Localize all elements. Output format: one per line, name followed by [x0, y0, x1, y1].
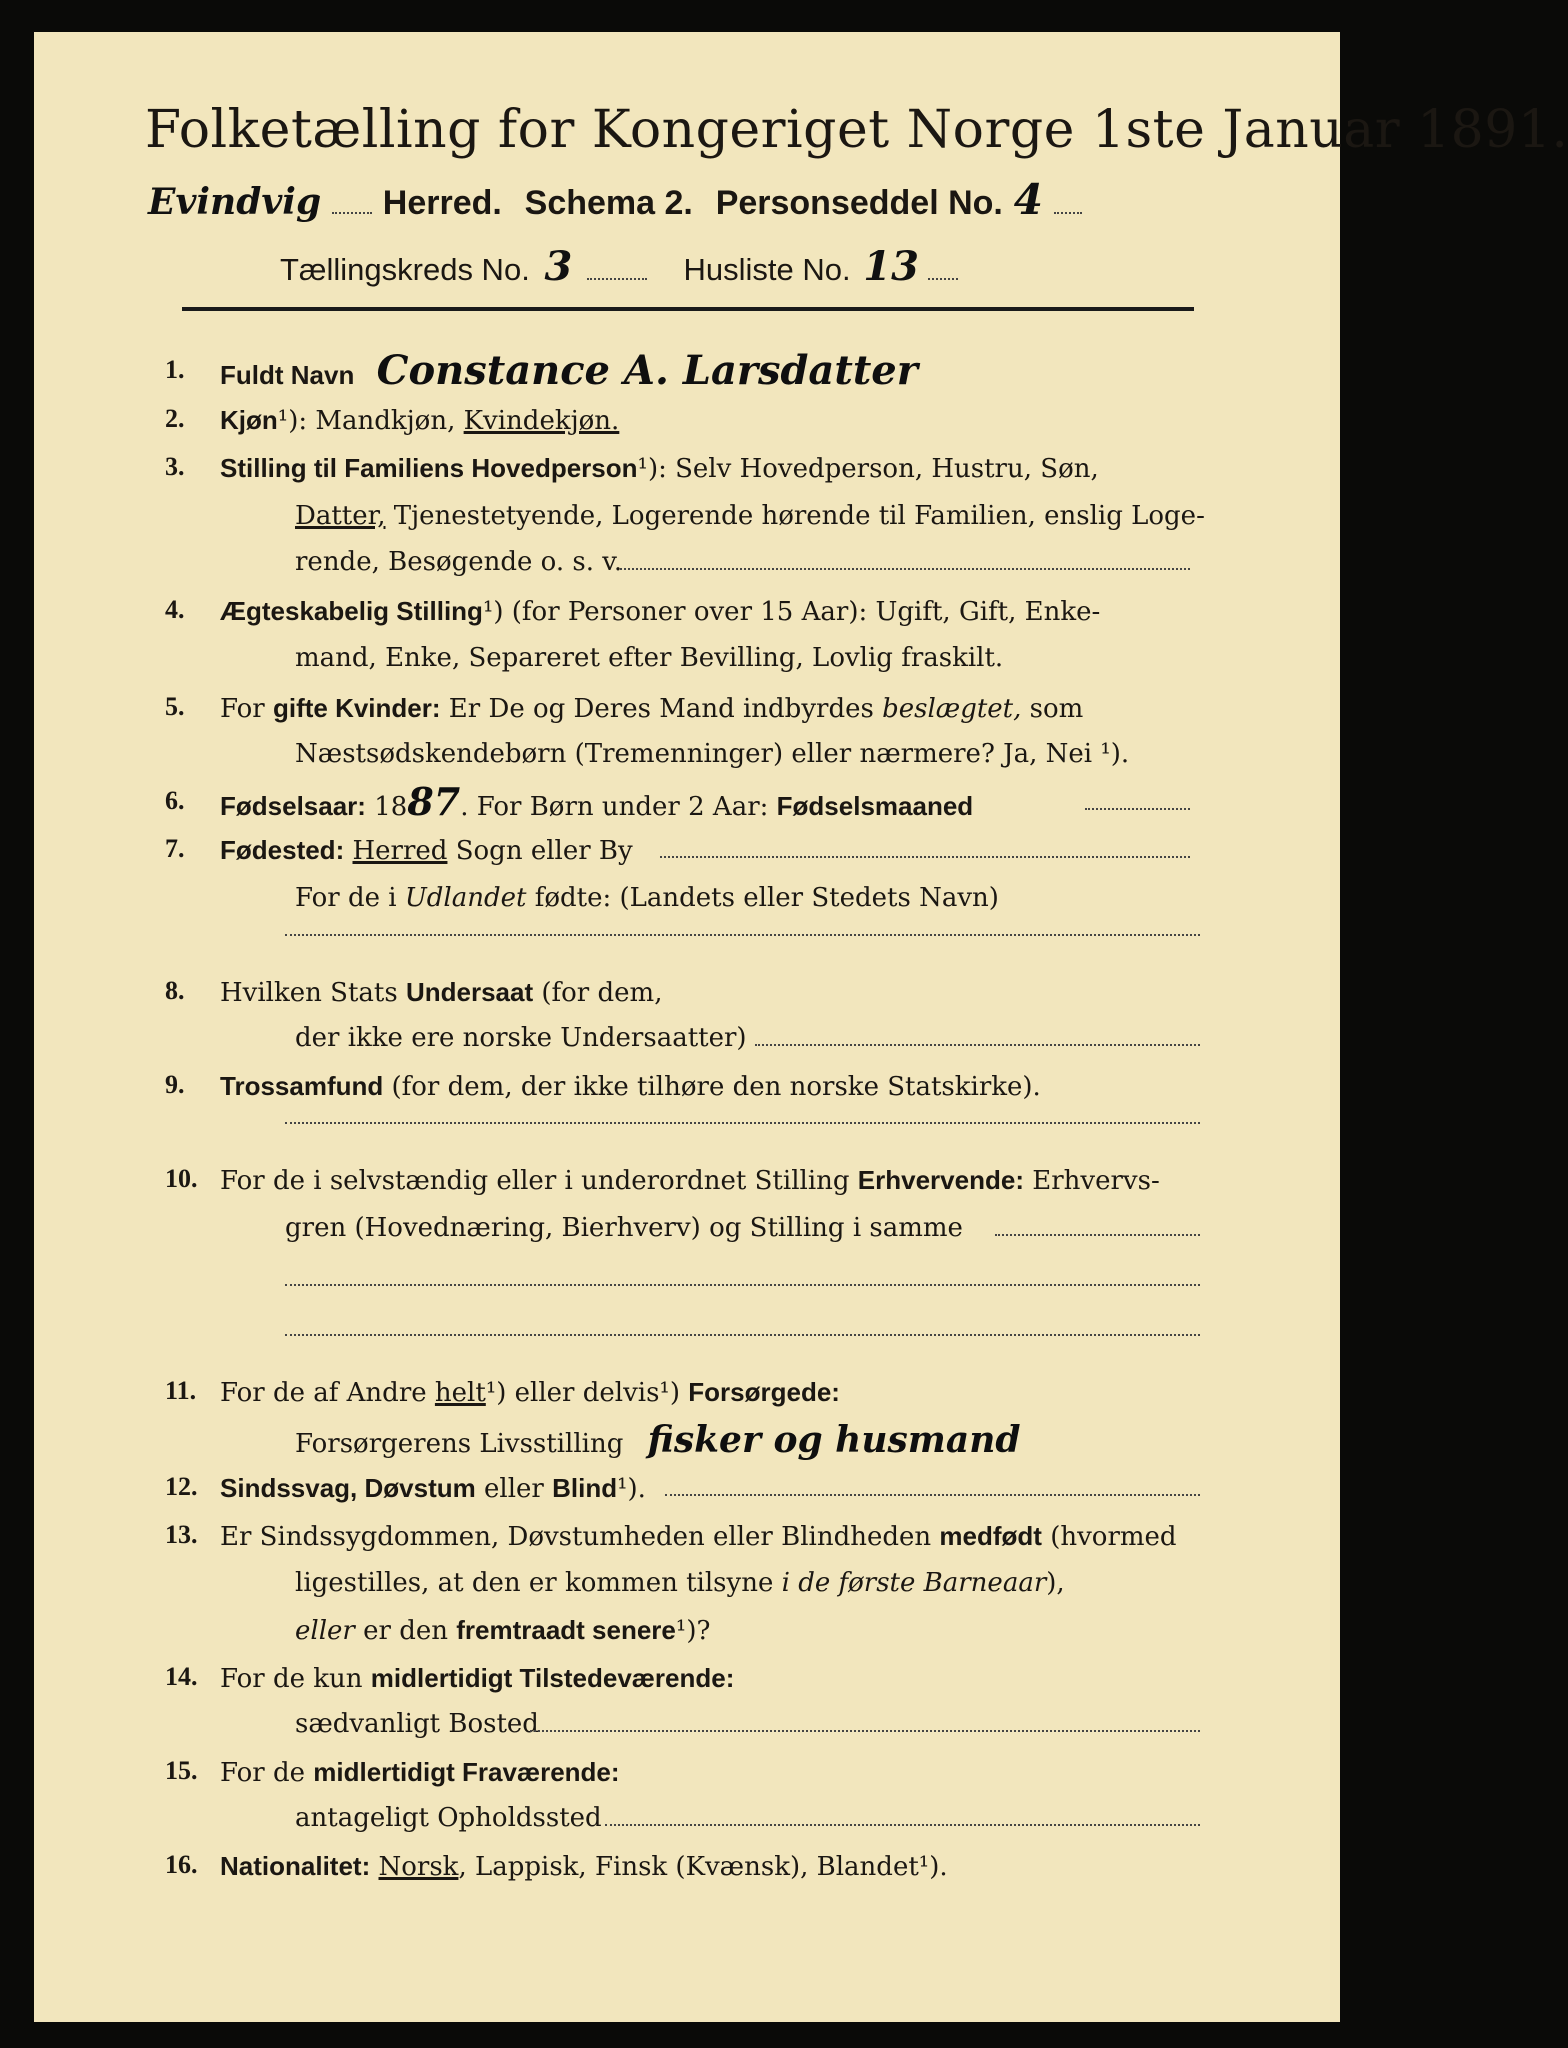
item-label: Fuldt Navn [220, 360, 355, 390]
dotted-fill [587, 260, 647, 280]
item-number: 15. [165, 1756, 198, 1785]
kreds-label: Tællingskreds No. [280, 252, 530, 287]
item-occupation-line2 [285, 1212, 963, 1244]
item-temporary-present-line2 [295, 1708, 539, 1740]
item-label: midlertidigt Tilstedeværende: [370, 1663, 735, 1693]
item-congenital-line3 [295, 1614, 710, 1647]
item-text: der ikke ere norske Undersaatter) [295, 1023, 747, 1053]
item-number: 9. [165, 1070, 185, 1099]
item-number: 13. [165, 1520, 198, 1549]
item-text: Sogn eller By [447, 836, 633, 866]
item-italic: Udlandet [404, 883, 527, 913]
form-title: Folketælling for Kongeriget Norge 1ste Januar 1891. [145, 100, 1568, 160]
item-number: 3. [165, 452, 185, 481]
item-text: Er Sindssygdommen, Døvstumheden eller Blindheden [220, 1522, 940, 1552]
item-label: fremtraadt senere [456, 1615, 676, 1645]
item-text: , Lappisk, Finsk (Kvænsk), Blandet¹). [458, 1852, 948, 1882]
item-birthplace [220, 834, 633, 867]
dotted-fill [285, 1282, 1200, 1286]
herred-label: Herred. [382, 184, 502, 222]
item-text: For de i selvstændig eller i underordnet Stilling [220, 1166, 858, 1196]
item-label: Sindssvag, Døvstum [220, 1473, 476, 1503]
item-number: 10. [165, 1164, 198, 1193]
item-text: ¹). [617, 1474, 646, 1504]
item-text: (hvormed [1041, 1522, 1177, 1552]
item-dependents [220, 1376, 840, 1409]
item-text: Er De og Deres Mand indbyrdes [440, 694, 883, 724]
dotted-fill [1085, 806, 1190, 810]
kreds-value: 3 [544, 243, 573, 290]
dotted-fill [928, 260, 958, 280]
item-marital-status-line2 [295, 642, 1003, 674]
underlined-choice: Datter, [295, 501, 386, 531]
dotted-fill [332, 194, 372, 214]
item-text: gren (Hovednæring, Bierhverv) og Stilling i samme [285, 1213, 963, 1243]
item-label: Fødested: [220, 835, 345, 865]
item-temporary-absent-line2 [295, 1802, 602, 1834]
item-text: mand, Enke, Separeret efter Bevilling, Lovlig fraskilt. [295, 643, 1004, 673]
dotted-fill [1054, 194, 1082, 214]
item-text: Hvilken Stats [220, 978, 406, 1008]
item-text: ¹): Mandkjøn, [277, 406, 464, 436]
kreds-line [280, 243, 958, 290]
item-text: (for dem, der ikke tilhøre den norske Statskirke). [383, 1072, 1041, 1102]
underlined-choice: Kvindekjøn. [463, 406, 620, 436]
husliste-label: Husliste No. [683, 252, 851, 287]
item-family-position-line2 [295, 500, 1205, 532]
herred-line [148, 175, 1082, 224]
item-text: For de af Andre [220, 1378, 435, 1408]
item-full-name [220, 347, 918, 394]
item-text: Næstsødskendebørn (Tremenninger) eller nærmere? Ja, Nei ¹). [295, 739, 1130, 769]
item-number: 4. [165, 595, 185, 624]
item-text: ligestilles, at den er kommen tilsyne [295, 1568, 782, 1598]
item-label: Ægteskabelig Stilling [220, 596, 483, 626]
item-number: 5. [165, 692, 185, 721]
dotted-fill [660, 854, 1190, 858]
item-label: Kjøn [220, 405, 278, 435]
item-nationality [220, 1850, 948, 1883]
item-number: 11. [165, 1376, 197, 1405]
name-handwritten: Constance A. Larsdatter [376, 347, 918, 394]
underlined-choice: helt [434, 1378, 486, 1408]
item-text: ¹): Selv Hovedperson, Hustru, Søn, [637, 454, 1099, 484]
item-number: 6. [165, 786, 185, 815]
item-number: 1. [165, 355, 185, 384]
item-married-women [220, 692, 1083, 725]
item-text: For [220, 694, 273, 724]
item-number: 14. [165, 1662, 198, 1691]
item-text: ¹) (for Personer over 15 Aar): Ugift, Gift, Enke- [482, 597, 1101, 627]
item-citizenship [220, 976, 662, 1009]
dotted-fill [605, 1822, 1200, 1826]
dotted-fill [665, 1492, 1200, 1496]
item-label: Fødselsmaaned [776, 791, 974, 821]
item-dependents-line2 [295, 1419, 1021, 1461]
item-text: ¹) eller delvis¹) [485, 1378, 689, 1408]
dotted-fill [285, 932, 1200, 936]
item-religion [220, 1070, 1041, 1103]
item-text: . For Børn under 2 Aar: [460, 792, 777, 822]
item-number: 2. [165, 404, 185, 433]
item-label: Stilling til Familiens Hovedperson [220, 453, 638, 483]
personseddel-label: Personseddel No. [715, 184, 1003, 222]
item-italic: i de første Barneaar [781, 1568, 1047, 1598]
item-family-position-line3 [295, 546, 622, 578]
item-text: rende, Besøgende o. s. v. [295, 547, 623, 577]
item-gender [220, 404, 619, 437]
dotted-fill [285, 1332, 1200, 1336]
item-label: Undersaat [405, 977, 534, 1007]
item-text: ¹)? [675, 1616, 711, 1646]
item-text: Forsørgerens Livsstilling [295, 1429, 624, 1459]
underlined-choice: Herred [352, 836, 448, 866]
item-label: Erhvervende: [857, 1165, 1024, 1195]
item-text: antageligt Opholdssted [295, 1803, 602, 1833]
item-text: For de kun [220, 1664, 371, 1694]
item-text: Erhvervs- [1023, 1166, 1160, 1196]
item-text: er den [354, 1616, 457, 1646]
item-citizenship-line2 [295, 1022, 747, 1054]
item-text: som [1021, 694, 1084, 724]
dotted-fill [755, 1042, 1200, 1046]
dotted-fill [285, 1120, 1200, 1124]
dotted-fill [620, 566, 1190, 570]
dotted-fill [530, 1728, 1200, 1732]
item-marital-status [220, 595, 1100, 628]
item-birth-year [220, 779, 974, 824]
item-label: Fødselsaar: [220, 791, 366, 821]
item-italic: eller [295, 1616, 355, 1646]
item-text: For de [220, 1758, 314, 1788]
item-temporary-absent [220, 1756, 620, 1789]
item-text: Tjenestetyende, Logerende hørende til Familien, enslig Loge- [385, 501, 1205, 531]
item-number: 8. [165, 976, 185, 1005]
item-occupation [220, 1164, 1160, 1197]
item-family-position [220, 452, 1099, 485]
item-label: Trossamfund [220, 1071, 384, 1101]
item-label: medfødt [939, 1521, 1042, 1551]
item-text: fødte: (Landets eller Stedets Navn) [526, 883, 999, 913]
item-text: For de i [295, 883, 405, 913]
personseddel-value: 4 [1013, 175, 1043, 224]
husliste-value: 13 [863, 243, 919, 290]
item-temporary-present [220, 1662, 734, 1695]
item-text: ), [1046, 1568, 1065, 1598]
item-text: sædvanligt Bosted [295, 1709, 539, 1739]
schema-label: Schema 2. [524, 184, 693, 222]
birth-year-handwritten: 87 [407, 779, 461, 824]
item-label: midlertidigt Fraværende: [313, 1757, 620, 1787]
item-italic: beslægtet, [882, 694, 1022, 724]
item-text: eller [475, 1474, 553, 1504]
item-number: 12. [165, 1472, 198, 1501]
provider-occupation-handwritten: fisker og husmand [647, 1419, 1021, 1461]
header-divider [182, 307, 1194, 311]
item-number: 16. [165, 1850, 198, 1879]
item-text: (for dem, [533, 978, 663, 1008]
dotted-fill [995, 1232, 1200, 1236]
item-married-women-line2 [295, 738, 1129, 770]
item-congenital [220, 1520, 1177, 1553]
item-text: 18 [365, 792, 408, 822]
item-birthplace-line2 [295, 882, 999, 914]
item-label: Forsørgede: [688, 1377, 840, 1407]
item-label: gifte Kvinder: [272, 693, 441, 723]
herred-handwritten: Evindvig [148, 181, 322, 223]
item-label: Blind [552, 1473, 618, 1503]
item-congenital-line2 [295, 1567, 1065, 1599]
underlined-choice: Norsk [378, 1852, 459, 1882]
item-disability [220, 1472, 646, 1505]
item-label: Nationalitet: [220, 1851, 371, 1881]
item-number: 7. [165, 834, 185, 863]
